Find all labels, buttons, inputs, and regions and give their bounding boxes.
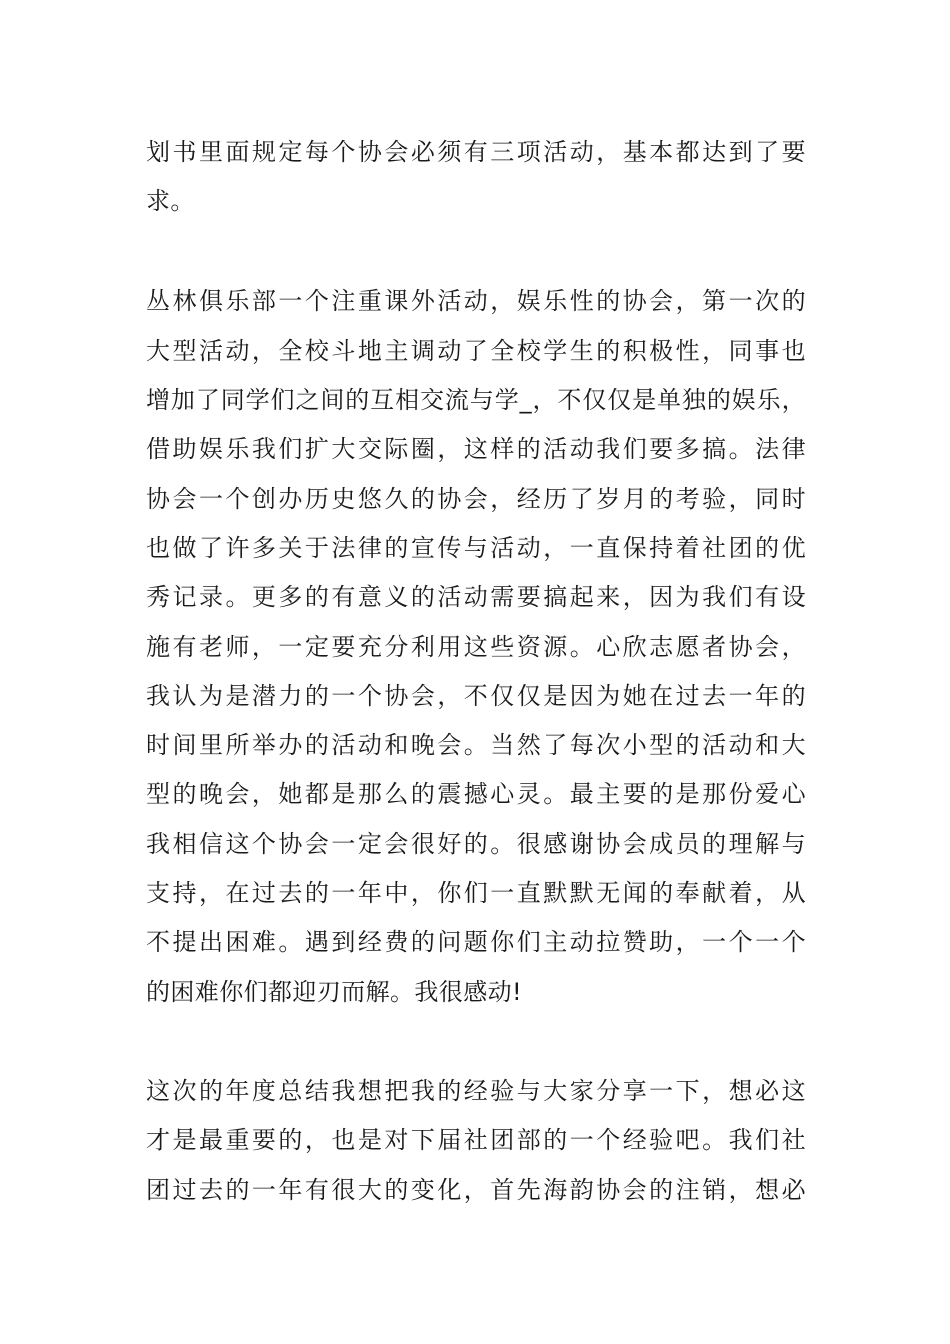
text-line: 大型活动，全校斗地主调动了全校学生的积极性，同事也 bbox=[146, 337, 806, 365]
text-line: 的困难你们都迎刃而解。我很感动! bbox=[146, 978, 523, 1006]
text-line: 支持，在过去的一年中，你们一直默默无闻的奉献着，从 bbox=[146, 879, 806, 907]
text-line: 借助娱乐我们扩大交际圈，这样的活动我们要多搞。法律 bbox=[146, 435, 806, 463]
text-line: 划书里面规定每个协会必须有三项活动，基本都达到了要 bbox=[146, 138, 806, 166]
text-line: 也做了许多关于法律的宣传与活动，一直保持着社团的优 bbox=[146, 534, 806, 562]
text-line: 求。 bbox=[146, 187, 195, 215]
text-line: 不提出困难。遇到经费的问题你们主动拉赞助，一个一个 bbox=[146, 928, 806, 956]
text-line: 才是最重要的，也是对下届社团部的一个经验吧。我们社 bbox=[146, 1126, 806, 1154]
text-line: 协会一个创办历史悠久的协会，经历了岁月的考验，同时 bbox=[146, 485, 806, 513]
text-line: 秀记录。更多的有意义的活动需要搞起来，因为我们有设 bbox=[146, 583, 806, 611]
text-line: 增加了同学们之间的互相交流与学_，不仅仅是单独的娱乐， bbox=[146, 386, 806, 414]
text-line: 团过去的一年有很大的变化，首先海韵协会的注销，想必 bbox=[146, 1176, 806, 1204]
text-line: 施有老师，一定要充分利用这些资源。心欣志愿者协会， bbox=[146, 633, 806, 661]
text-line: 型的晚会，她都是那么的震撼心灵。最主要的是那份爱心 bbox=[146, 780, 806, 808]
text-line: 这次的年度总结我想把我的经验与大家分享一下，想必这 bbox=[146, 1077, 806, 1105]
text-line: 时间里所举办的活动和晚会。当然了每次小型的活动和大 bbox=[146, 731, 806, 759]
text-line: 丛林俱乐部一个注重课外活动，娱乐性的协会，第一次的 bbox=[146, 287, 806, 315]
text-line: 我认为是潜力的一个协会，不仅仅是因为她在过去一年的 bbox=[146, 682, 806, 710]
text-line: 我相信这个协会一定会很好的。很感谢协会成员的理解与 bbox=[146, 830, 806, 858]
